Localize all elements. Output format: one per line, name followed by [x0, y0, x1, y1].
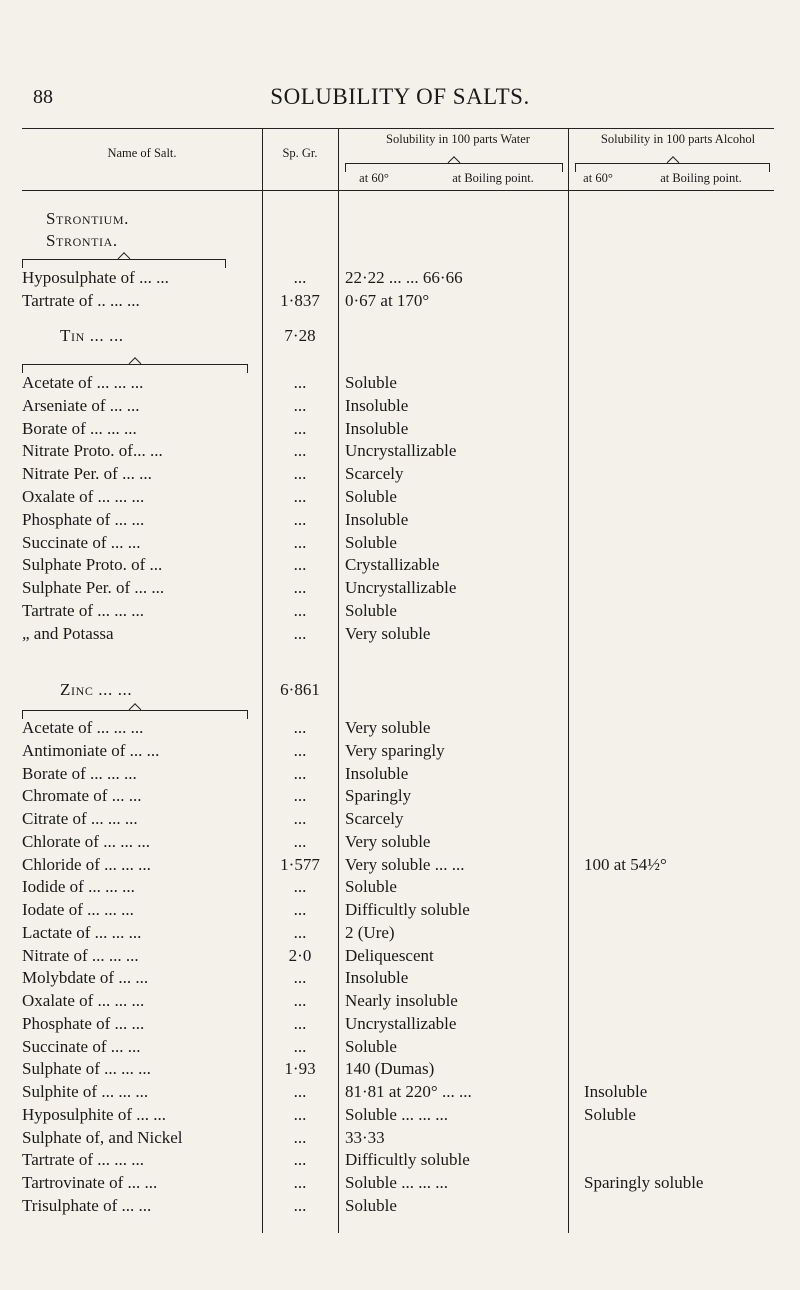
table-row — [0, 1194, 800, 1217]
specific-gravity: ... — [293, 464, 307, 484]
specific-gravity: ... — [293, 395, 307, 415]
alcohol-solubility: Sparingly soluble — [584, 1173, 704, 1192]
water-solubility: Very soluble — [345, 831, 431, 851]
table-row — [0, 531, 800, 554]
salt-name: Chromate of ... ... — [22, 786, 142, 806]
table-row — [0, 394, 800, 417]
section-zinc-title: Zinc ... ... — [60, 680, 133, 699]
water-solubility: Soluble — [345, 877, 397, 897]
water-solubility: Very soluble ... ... — [345, 854, 465, 874]
header-water: Solubility in 100 parts Water — [386, 132, 530, 146]
water-solubility: Very sparingly — [345, 740, 445, 760]
table-row — [0, 622, 800, 645]
table-row — [0, 1126, 800, 1149]
salt-name: Nitrate of ... ... ... — [22, 945, 139, 965]
water-solubility: 0·67 at 170° — [345, 291, 430, 310]
salt-name: Nitrate Per. of ... ... — [22, 464, 152, 484]
salt-name: Borate of ... ... ... — [22, 763, 137, 783]
specific-gravity: ... — [293, 373, 307, 392]
water-solubility: Insoluble — [345, 763, 409, 783]
specific-gravity: ... — [293, 623, 307, 643]
running-head: SOLUBILITY OF SALTS. — [270, 84, 530, 109]
table-top-rule — [22, 128, 774, 129]
table-row — [0, 371, 800, 394]
table-row — [0, 462, 800, 485]
specific-gravity: ... — [293, 991, 307, 1010]
salt-name: Arseniate of ... ... — [22, 395, 140, 415]
alcohol-solubility: 100 at 54½° — [584, 854, 667, 874]
table-row — [0, 1171, 800, 1194]
salt-name: Hyposulphite of ... ... — [22, 1104, 167, 1124]
salt-name: Oxalate of ... ... ... — [22, 991, 145, 1010]
salt-name: Phosphate of ... ... — [22, 509, 145, 529]
header-sp-gr: Sp. Gr. — [282, 146, 318, 160]
specific-gravity: 1·837 — [280, 291, 320, 310]
salt-name: Sulphate Proto. of ... — [22, 555, 163, 575]
salt-name: Acetate of ... ... ... — [22, 373, 144, 392]
header-name-of-salt: Name of Salt. — [107, 146, 177, 160]
table-row — [0, 944, 800, 967]
table-row — [0, 485, 800, 508]
salt-name: Borate of ... ... ... — [22, 418, 137, 438]
table-row — [0, 1035, 800, 1058]
salt-name: Tartrate of ... ... ... — [22, 601, 145, 620]
water-solubility: Soluble ... ... ... — [345, 1173, 448, 1192]
water-solubility: 2 (Ure) — [345, 922, 395, 942]
water-solubility: 33·33 — [345, 1127, 385, 1147]
water-solubility: Difficultly soluble — [345, 1150, 470, 1170]
specific-gravity: ... — [293, 763, 307, 783]
specific-gravity: ... — [293, 532, 307, 552]
table-row — [0, 807, 800, 830]
specific-gravity: ... — [293, 601, 307, 620]
specific-gravity: 2·0 — [288, 945, 312, 965]
salt-name: Sulphate Per. of ... ... — [22, 578, 165, 598]
table-row — [0, 439, 800, 462]
water-solubility: Soluble ... ... ... — [345, 1104, 448, 1124]
salt-name: Citrate of ... ... ... — [22, 809, 138, 828]
salt-name: Tartrate of ... ... ... — [22, 1150, 145, 1170]
specific-gravity: ... — [293, 1082, 307, 1101]
table-row — [0, 599, 800, 622]
specific-gravity: ... — [293, 718, 307, 737]
specific-gravity: 1·577 — [280, 854, 320, 874]
table-row — [0, 898, 800, 921]
table-row — [0, 739, 800, 762]
alcohol-solubility: Soluble — [584, 1104, 636, 1124]
specific-gravity: ... — [293, 1036, 307, 1056]
specific-gravity: ... — [293, 1173, 307, 1192]
water-solubility: Soluble — [345, 601, 397, 620]
salt-name: Lactate of ... ... ... — [22, 922, 142, 942]
water-solubility: Insoluble — [345, 395, 409, 415]
water-solubility: Insoluble — [345, 418, 409, 438]
table-row — [0, 289, 800, 312]
water-solubility: 22·22 ... ... 66·66 — [345, 268, 463, 287]
table-row — [0, 1012, 800, 1035]
salt-name: Succinate of ... ... — [22, 1036, 141, 1056]
water-solubility: 140 (Dumas) — [345, 1059, 435, 1079]
table-row — [0, 853, 800, 876]
salt-name: Iodate of ... ... ... — [22, 900, 134, 919]
water-solubility: Sparingly — [345, 786, 412, 806]
salt-name: Nitrate Proto. of... ... — [22, 441, 163, 461]
water-solubility: Scarcely — [345, 809, 404, 828]
water-solubility: 81·81 at 220° ... ... — [345, 1082, 472, 1101]
section-strontium-title: Strontium. — [46, 209, 130, 228]
water-solubility: Nearly insoluble — [345, 991, 458, 1010]
specific-gravity: ... — [293, 509, 307, 529]
specific-gravity: ... — [293, 487, 307, 506]
specific-gravity: ... — [293, 740, 307, 760]
section-tin-title: Tin ... ... — [60, 326, 124, 345]
water-solubility: Uncrystallizable — [345, 578, 457, 598]
header-alcohol-60: at 60° — [583, 171, 613, 185]
zinc-specific-gravity: 6·861 — [280, 680, 320, 699]
table-row — [0, 989, 800, 1012]
table-row — [0, 830, 800, 853]
salt-name: Sulphate of ... ... ... — [22, 1059, 151, 1079]
specific-gravity: ... — [293, 900, 307, 919]
salt-name: Tartrate of .. ... ... — [22, 291, 140, 310]
water-solubility: Very soluble — [345, 623, 431, 643]
specific-gravity: ... — [293, 877, 307, 897]
water-solubility: Insoluble — [345, 509, 409, 529]
water-solubility: Soluble — [345, 1036, 397, 1056]
header-alcohol: Solubility in 100 parts Alcohol — [600, 132, 756, 146]
water-solubility: Uncrystallizable — [345, 441, 457, 461]
specific-gravity: ... — [293, 831, 307, 851]
header-bottom-rule — [22, 190, 774, 191]
specific-gravity: ... — [293, 1195, 307, 1215]
water-solubility: Deliquescent — [345, 945, 434, 965]
water-solubility: Scarcely — [345, 464, 404, 484]
salt-name: Acetate of ... ... ... — [22, 718, 144, 737]
water-solubility: Soluble — [345, 373, 397, 392]
water-solubility: Very soluble — [345, 718, 431, 737]
table-row — [0, 716, 800, 739]
table-row — [0, 921, 800, 944]
water-solubility: Soluble — [345, 1195, 397, 1215]
table-row — [0, 1103, 800, 1126]
tin-specific-gravity: 7·28 — [284, 326, 316, 345]
page-number: 88 — [33, 86, 53, 108]
specific-gravity: ... — [293, 555, 307, 575]
salt-name: Antimoniate of ... ... — [22, 740, 160, 760]
salt-name: Iodide of ... ... ... — [22, 877, 135, 897]
table-row — [0, 784, 800, 807]
section-strontia-title: Strontia. — [46, 231, 118, 250]
header-alcohol-boiling: at Boiling point. — [660, 171, 742, 185]
water-solubility: Insoluble — [345, 968, 409, 988]
table-row — [0, 417, 800, 440]
specific-gravity: ... — [293, 1150, 307, 1170]
table-row — [0, 576, 800, 599]
table-row — [0, 1080, 800, 1103]
table-row — [0, 875, 800, 898]
specific-gravity: ... — [293, 922, 307, 942]
salt-name: Sulphite of ... ... ... — [22, 1082, 149, 1101]
specific-gravity: ... — [293, 809, 307, 828]
specific-gravity: ... — [293, 786, 307, 806]
specific-gravity: ... — [293, 1104, 307, 1124]
salt-name: Molybdate of ... ... — [22, 968, 149, 988]
salt-name: Tartrovinate of ... ... — [22, 1173, 158, 1192]
salt-name: „ and Potassa — [22, 623, 114, 643]
alcohol-solubility: Insoluble — [584, 1082, 648, 1101]
table-row — [0, 266, 800, 289]
table-row — [0, 762, 800, 785]
salt-name: Sulphate of, and Nickel — [22, 1127, 183, 1147]
specific-gravity: ... — [293, 1013, 307, 1033]
specific-gravity: ... — [293, 418, 307, 438]
table-row — [0, 1057, 800, 1080]
header-water-60: at 60° — [359, 171, 389, 185]
table-row — [0, 1148, 800, 1171]
specific-gravity: ... — [293, 441, 307, 461]
salt-name: Phosphate of ... ... — [22, 1013, 145, 1033]
table-row — [0, 553, 800, 576]
salt-name: Chloride of ... ... ... — [22, 854, 151, 874]
salt-name: Trisulphate of ... ... — [22, 1195, 152, 1215]
specific-gravity: 1·93 — [284, 1059, 316, 1079]
salt-name: Succinate of ... ... — [22, 532, 141, 552]
specific-gravity: ... — [293, 578, 307, 598]
salt-name: Chlorate of ... ... ... — [22, 831, 150, 851]
water-solubility: Soluble — [345, 532, 397, 552]
table-row — [0, 508, 800, 531]
specific-gravity: ... — [293, 968, 307, 988]
water-solubility: Soluble — [345, 487, 397, 506]
specific-gravity: ... — [293, 1127, 307, 1147]
salt-name: Oxalate of ... ... ... — [22, 487, 145, 506]
specific-gravity: ... — [293, 268, 307, 287]
salt-name: Hyposulphate of ... ... — [22, 268, 169, 287]
header-water-boiling: at Boiling point. — [452, 171, 534, 185]
water-solubility: Difficultly soluble — [345, 900, 470, 919]
water-solubility: Crystallizable — [345, 555, 440, 575]
table-row — [0, 966, 800, 989]
water-solubility: Uncrystallizable — [345, 1013, 457, 1033]
